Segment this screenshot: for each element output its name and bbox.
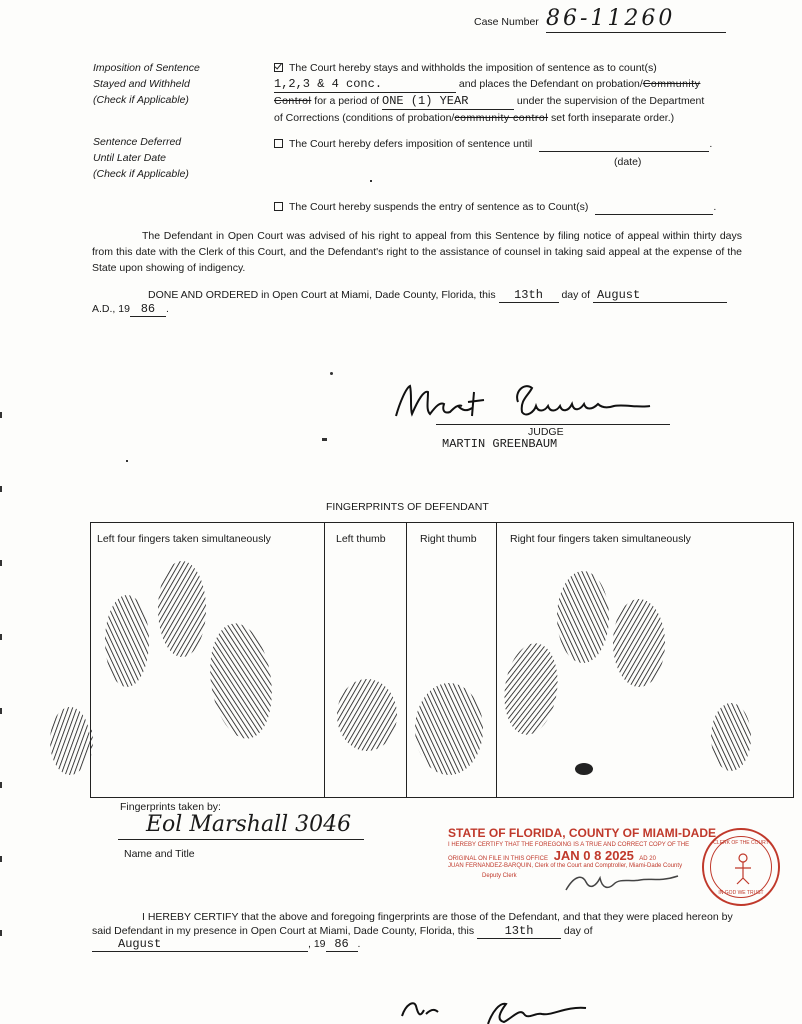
stayed-text: under the supervision of the Department <box>516 95 705 107</box>
speck <box>322 438 327 441</box>
fingerprint-card <box>90 522 794 798</box>
done-month: August <box>593 289 727 303</box>
struck-text: Control <box>274 95 312 107</box>
stayed-text: for a period of <box>314 95 380 107</box>
speck <box>330 372 333 375</box>
judge-title: JUDGE <box>528 426 564 438</box>
margin-mark <box>0 856 2 862</box>
partial-signature <box>396 994 616 1024</box>
stayed-label <box>93 60 200 108</box>
taken-by-label: Fingerprints taken by: <box>120 801 221 813</box>
footer-month: August <box>92 938 308 952</box>
case-number-label: Case Number <box>474 16 539 28</box>
stamp-line: JUAN FERNANDEZ-BARQUIN, Clerk of the Court and Comptroller, Miami-Dade County <box>448 863 683 869</box>
footer-date: August , 19 86 . <box>92 938 360 952</box>
struck-text: Community <box>642 78 701 90</box>
deferred-checkbox[interactable] <box>274 139 283 148</box>
name-title-label: Name and Title <box>124 848 195 860</box>
footer-cert-text: , 19 <box>308 938 326 950</box>
advisement-paragraph: The Defendant in Open Court was advised of his right to appeal from this Sentence by filing notice of appeal within thirty days from this date with the Clerk of this Court, and the Defendant's right to the assistance of counsel in taking said appeal at the expense of the State upon showing of indigency. <box>92 230 742 274</box>
seal-text: IN GOD WE TRUST <box>718 890 764 896</box>
done-day: 13th <box>499 289 559 303</box>
fingerprint-right-middle <box>557 571 609 663</box>
margin-mark <box>0 560 2 566</box>
margin-mark <box>0 634 2 640</box>
fingerprint-left-little-visible <box>48 704 92 778</box>
suspended-text: The Court hereby suspends the entry of sentence as to Count(s) <box>289 201 589 213</box>
fingerprint-left-ring <box>105 595 149 687</box>
done-year: A.D., 19 86 . <box>92 302 169 316</box>
deferred-label-line: (Check if Applicable) <box>93 168 189 180</box>
footer-cert-text: I HEREBY CERTIFY that the above and foregoing fingerprints are those of the Defendant, and that they were placed hereon by said Defendant in my presence in Open Court at Miami, Dade County, Florida, this <box>92 911 733 937</box>
stamp-deputy: Deputy Clerk <box>482 873 517 879</box>
deferred-label-line: Sentence Deferred <box>93 136 182 148</box>
speck <box>126 460 128 462</box>
deferred-block: The Court hereby defers imposition of sentence until . <box>274 138 744 152</box>
clerk-seal <box>702 828 780 906</box>
counts-value: 1,2,3 & 4 conc. <box>274 76 456 93</box>
stamp-date: JAN 0 8 2025 <box>553 848 634 863</box>
done-ordered-text: day of <box>561 289 591 301</box>
struck-text: community control <box>454 112 549 124</box>
deferred-label-line: Until Later Date <box>93 152 166 164</box>
judge-name: MARTIN GREENBAUM <box>442 437 558 451</box>
margin-mark <box>0 708 2 714</box>
fingerprint-left-thumb <box>337 679 397 751</box>
footer-day: 13th <box>477 924 561 939</box>
stayed-text: of Corrections (conditions of probation/ <box>274 112 455 124</box>
stayed-label-line: Imposition of Sentence <box>93 62 200 74</box>
footer-year: 86 <box>326 938 358 952</box>
margin-mark <box>0 930 2 936</box>
deferred-date-line <box>539 138 709 152</box>
stayed-label-line: (Check if Applicable) <box>93 94 189 106</box>
fingerprint-right-ring <box>613 599 665 687</box>
deferred-text: The Court hereby defers imposition of sentence until <box>289 138 533 150</box>
fingerprint-left-middle <box>158 561 206 657</box>
judge-line <box>436 424 670 425</box>
fingerprints-title: FINGERPRINTS OF DEFENDANT <box>326 501 489 513</box>
seal-text: CLERK OF THE COURT <box>713 840 769 846</box>
done-ordered-text: DONE AND ORDERED in Open Court at Miami, Dade County, Florida, this <box>148 289 496 301</box>
stayed-checkbox[interactable] <box>274 63 283 72</box>
fp-col-header: Left four fingers taken simultaneously <box>97 533 271 545</box>
fp-col-header: Left thumb <box>336 533 386 545</box>
deputy-clerk-signature <box>560 868 690 898</box>
taken-by-signature: Eol Marshall 3046 <box>146 812 352 837</box>
done-ordered <box>148 289 738 303</box>
suspended-count-line <box>595 201 713 215</box>
fp-col-header: Right thumb <box>420 533 477 545</box>
stayed-text: The Court hereby stays and withholds the imposition of sentence as to count(s) <box>289 62 657 74</box>
taken-by-line <box>118 839 364 840</box>
deferred-label <box>93 134 189 182</box>
fingerprint-right-little <box>711 703 751 771</box>
fingerprint-right-thumb <box>415 683 483 775</box>
margin-mark <box>0 412 2 418</box>
stamp-line: ORIGINAL ON FILE IN THIS OFFICE <box>448 856 549 862</box>
date-caption: (date) <box>614 156 642 168</box>
period-value: ONE (1) YEAR <box>382 93 514 110</box>
year-prefix: A.D., 19 <box>92 303 130 315</box>
case-number-value: 86-11260 <box>546 6 726 33</box>
stayed-block <box>274 60 744 126</box>
footer-certification <box>92 910 744 939</box>
suspended-checkbox[interactable] <box>274 202 283 211</box>
year-value: 86 <box>130 303 166 317</box>
stamp-title: STATE OF FLORIDA, COUNTY OF MIAMI-DADE <box>448 826 716 840</box>
stayed-label-line: Stayed and Withheld <box>93 78 190 90</box>
fingerprint-smudge <box>575 763 593 775</box>
fingerprint-prints <box>91 523 793 797</box>
footer-cert-text: day of <box>563 925 593 937</box>
stamp-line: AD 20 <box>639 856 656 862</box>
speck <box>370 180 372 182</box>
stayed-text: set forth inseparate order.) <box>550 112 675 124</box>
margin-mark <box>0 782 2 788</box>
fp-col-header: Right four fingers taken simultaneously <box>510 533 691 545</box>
margin-mark <box>0 486 2 492</box>
suspended-block: The Court hereby suspends the entry of sentence as to Count(s) . <box>274 201 744 215</box>
seal-figure-icon <box>725 850 761 886</box>
stamp-line: I HEREBY CERTIFY THAT THE FOREGOING IS A TRUE AND CORRECT COPY OF THE <box>448 842 690 848</box>
fingerprint-right-index <box>499 640 563 738</box>
stayed-text: and places the Defendant on probation/ <box>458 78 643 90</box>
judge-signature <box>388 372 668 432</box>
fingerprint-left-index <box>203 619 279 742</box>
